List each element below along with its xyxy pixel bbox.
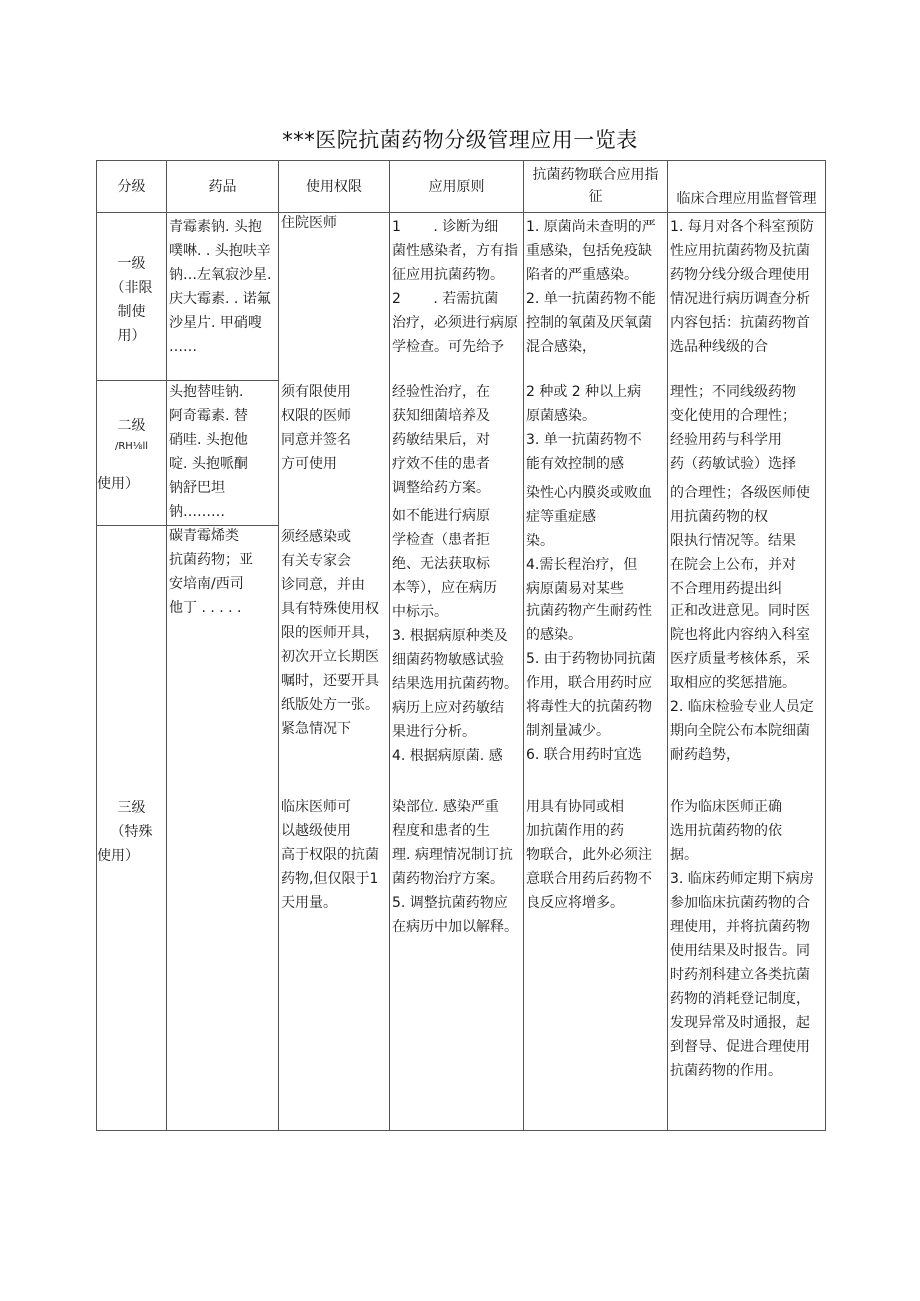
col-border-right [825,160,826,1131]
supervise-line: 理使用，并将抗菌药物 [670,919,810,935]
supervise-line: 在院会上公布，并对 [670,557,796,573]
combo-line: 2. 单一抗菌药物不能 [526,291,656,307]
drug-group-3 [169,524,253,620]
level-2-label: 二级 [117,418,146,434]
supervise-line: 1. 每月对各个科室预防 [670,219,814,235]
principle-line: 中标示。 [392,604,448,620]
drug-line: 阿奇霉素. 替 [169,408,248,424]
supervise-block-b [670,380,796,476]
combo-line: 重感染，包括免疫缺 [526,243,652,259]
level-1-block [97,252,166,348]
drug-line: 他丁 . . . . . [169,600,242,616]
level-3-line: （特殊 [110,824,153,840]
supervise-line: 的合理性；各级医师使 [670,485,810,501]
col-divider-4 [523,160,524,1131]
principle-line: 本等），应在病历 [392,580,497,596]
permission-line: 天用量。 [281,895,337,911]
principle-line: 3. 根据病原种类及 [392,628,508,644]
supervise-line: 抗菌药物的作用。 [670,1063,782,1079]
combo-line: 控制的氧菌及厌氧菌 [526,315,652,331]
combo-block-d [526,599,656,767]
permission-line: 须有限使用 [281,384,351,400]
permission-line: 权限的医师 [281,408,351,424]
combo-line: 将毒性大的抗菌药物 [526,699,652,715]
permission-3 [281,525,379,741]
level-3-label: 三级 [117,800,146,816]
drug-line: 钠……… [169,504,225,520]
combo-block-e [526,795,652,915]
principle-line: 4. 根据病原菌. 感 [392,748,503,764]
principle-line: 菌性感染者，方有指 [392,243,518,259]
supervise-line: 期向全院公布本院细菌 [670,723,810,739]
supervise-line: 性应用抗菌药物及抗菌 [670,243,810,259]
supervise-line: 到督导、促进合理使用 [670,1039,810,1055]
supervise-line: 参加临床抗菌药物的合 [670,895,810,911]
supervise-line: 医疗质量考核体系，采 [670,651,810,667]
combo-line: 意联合用药后药物不 [526,871,652,887]
principle-line: 学检查。可先给予 [392,339,504,355]
permission-line: 以越级使用 [281,823,351,839]
combo-line: 的感染。 [526,627,582,643]
level-3-block [97,796,166,868]
header-combination-text: 抗菌药物联合应用指征 [532,167,659,205]
table-border-bottom [96,1130,826,1131]
col-divider-3 [389,160,390,1131]
combo-line: 用具有协同或相 [526,799,624,815]
supervise-line: 药物分线分级合理使用 [670,267,810,283]
combo-line: 6. 联合用药时宜选 [526,747,642,763]
drug-line: 噗啉. . 头抱呋辛 [169,243,271,259]
combo-line: 4.需长程治疗，但 [526,557,638,573]
supervise-line: 变化使用的合理性； [670,408,796,424]
drug-line: 青霉素钠. 头抱 [169,219,262,235]
combo-block-a [526,215,656,359]
permission-1 [281,211,337,235]
combo-line: 染性心内膜炎或败血 [526,485,652,501]
principle-line: 调整给药方案。 [392,480,490,496]
combo-block-c [526,481,652,601]
principle-line: 病历上应对药敏结 [392,700,504,716]
combo-line: 抗菌药物产生耐药性 [526,603,652,619]
permission-line: 紧急情况下 [281,721,351,737]
permission-line: 初次开立长期医 [281,649,379,665]
principle-line: 疗效不佳的患者 [392,456,490,472]
principle-line: 征应用抗菌药物。 [392,267,504,283]
supervise-line: 时药剂科建立各类抗菌 [670,967,810,983]
level-1-line: 用） [117,328,146,344]
permission-line: 高于权限的抗菌 [281,847,379,863]
supervise-block-c [670,481,810,601]
principle-line: 程度和患者的生 [392,823,490,839]
combo-line: 混合感染， [526,339,596,355]
principle-line: 在病历中加以解释。 [392,919,518,935]
principle-line: 2 . 若需抗菌 [392,291,499,307]
principle-line: 绝、无法获取标 [392,556,490,572]
supervise-line: 选用抗菌药物的依 [670,823,782,839]
principle-line: 如不能进行病原 [392,508,490,524]
drug-line: 抗菌药物；亚 [169,552,253,568]
combo-line: 制剂量减少。 [526,723,610,739]
permission-line: 同意并签名 [281,432,351,448]
header-principle: 应用原则 [428,179,485,195]
principle-line: 细菌药物敏感试验 [392,652,504,668]
supervise-line: 用抗菌药物的权 [670,509,768,525]
permission-line: 药物,但仅限于1 [281,871,379,887]
supervise-line: 使用结果及时报告。同 [670,943,810,959]
header-combination [524,164,667,208]
principle-line: 获知细菌培养及 [392,408,490,424]
level-1-label: 一级 [117,256,146,272]
permission-line: 纸版处方一张。 [281,697,379,713]
permission-line: 有关专家会 [281,553,351,569]
supervise-line: 耐药趋势， [670,747,740,763]
principle-line: 学检查（患者拒 [392,532,490,548]
permission-line: 具有特殊使用权 [281,601,379,617]
permission-4 [281,795,379,915]
combo-line: 加抗菌作用的药 [526,823,624,839]
principle-block-b [392,380,490,500]
permission-line: 住院医师 [281,215,337,231]
combo-line: 染。 [526,533,554,549]
supervise-line: 取相应的奖惩措施。 [670,675,796,691]
combo-line: 陷者的严重感染。 [526,267,638,283]
drug-line: 庆大霉素. . 诺氟 [169,291,271,307]
principle-line: 5. 调整抗菌药物应 [392,895,508,911]
drug-group-1 [169,215,271,359]
supervise-block-e [670,795,814,1083]
drug-line: 啶. 头抱哌酮 [169,456,248,472]
principle-block-d [392,795,518,939]
header-drug: 药品 [208,179,237,195]
header-supervision: 临床合理应用监督管理 [676,191,817,207]
supervise-line: 选品种线级的合 [670,339,768,355]
supervise-line: 药物的消耗登记制度， [670,991,810,1007]
drug-line: 碳青霉烯类 [169,528,239,544]
drug-group-2 [169,380,248,524]
level-1-line: （非限 [110,280,153,296]
supervise-line: 发现异常及时通报，起 [670,1015,810,1031]
principle-line: 染部位. 感染严重 [392,799,499,815]
page-title: ***医院抗菌药物分级管理应用一览表 [282,128,638,152]
combo-line: 病原菌易对某些 [526,581,624,597]
level-2-line: 使用） [97,476,139,492]
supervise-line: 情况进行病历调查分析 [670,291,810,307]
combo-line: 3. 单一抗菌药物不 [526,432,642,448]
principle-line: 果进行分析。 [392,724,476,740]
header-divider [96,212,826,213]
drug-line: 钠…左氧寂沙星. [169,267,272,283]
supervise-line: 理性；不同线级药物 [670,384,796,400]
combo-line: 良反应将增多。 [526,895,624,911]
supervise-block-d [670,599,814,767]
supervise-line: 内容包括：抗菌药物首 [670,315,810,331]
supervise-line: 作为临床医师正确 [670,799,782,815]
permission-line: 限的医师开具， [281,625,379,641]
principle-block-c [392,504,518,768]
combo-line: 能有效控制的感 [526,456,624,472]
table-border-top [96,160,826,161]
level-3-line: 使用） [97,848,139,864]
permission-line: 诊同意，并由 [281,577,365,593]
principle-line: 药敏结果后，对 [392,432,490,448]
header-level: 分级 [117,179,146,195]
permission-2 [281,380,351,476]
col-divider-1 [166,160,167,1131]
drug-line: 沙星片. 甲硝嗖 [169,315,262,331]
principle-line: 经验性治疗，在 [392,384,490,400]
supervise-line: 据。 [670,847,698,863]
supervise-line: 药（药敏试验）选择 [670,456,796,472]
principle-line: 理. 病理情况制订抗 [392,847,513,863]
principle-line: 菌药物治疗方案。 [392,871,504,887]
principle-line: 结果选用抗菌药物。 [392,676,518,692]
supervise-line: 院也将此内容纳入科室 [670,627,810,643]
supervise-line: 3. 临床药师定期下病房 [670,871,814,887]
principle-block-a [392,215,518,359]
permission-line: 须经感染或 [281,529,351,545]
drug-line: 安培南/西司 [169,576,244,592]
supervise-line: 2. 临床检验专业人员定 [670,699,814,715]
permission-line: 方可使用 [281,456,337,472]
supervise-line: 不合理用药提出纠 [670,581,782,597]
supervise-block-a [670,215,814,359]
permission-line: 临床医师可 [281,799,351,815]
drug-line: 头抱替哇钠. [169,384,244,400]
combo-line: 物联合，此外必须注 [526,847,652,863]
col-divider-2 [278,160,279,1131]
combo-line: 作用，联合用药时应 [526,675,652,691]
supervise-line: 经验用药与科学用 [670,432,782,448]
drug-line: 钠舒巴坦 [169,480,225,496]
principle-line: 1 . 诊断为细 [392,219,499,235]
col-divider-5 [667,160,668,1131]
combo-line: 5. 由于药物协同抗菌 [526,651,656,667]
level-2-note: /RH⅛ll [114,441,149,452]
supervise-line: 限执行情况等。结果 [670,533,796,549]
drug-line: 硝哇. 头抱他 [169,432,248,448]
permission-line: 嘱时，还要开具 [281,673,379,689]
combo-line: 2 种或 2 种以上病 [526,384,642,400]
combo-line: 原菌感染。 [526,408,596,424]
header-permission: 使用权限 [306,179,362,195]
supervise-line: 正和改进意见。同时医 [670,603,810,619]
combo-line: 1. 原菌尚未查明的严 [526,219,656,235]
principle-line: 治疗，必须进行病原 [392,315,518,331]
combo-block-b [526,380,642,476]
combo-line: 症等重症感 [526,509,596,525]
level-1-line: 制使 [117,304,146,320]
drug-line: …… [169,339,197,355]
